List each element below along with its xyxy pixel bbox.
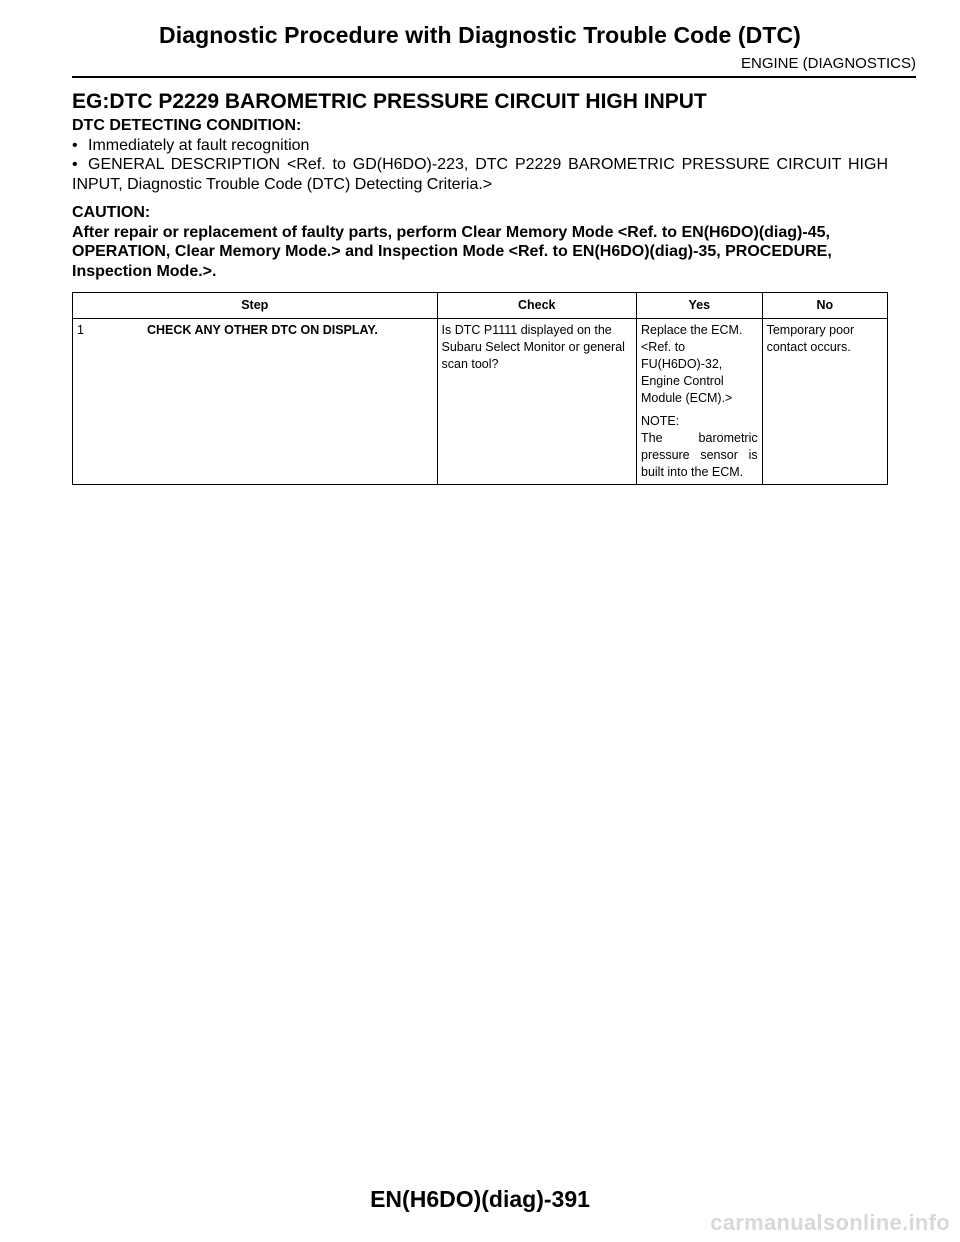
diagnostic-steps-table [72,292,888,485]
table-row [73,319,888,485]
yes-note-label: NOTE: [641,414,680,428]
bullet-item [72,155,888,194]
step-number: 1 [77,323,84,337]
step-cell [73,319,438,485]
yes-action: Replace the ECM. <Ref. to FU(H6DO)-32, Engine Control Module (ECM).> [641,323,743,405]
section-body [72,116,888,281]
table-header-row [73,293,888,319]
bullet-text: GENERAL DESCRIPTION <Ref. to GD(H6DO)-223, DTC P2229 BAROMETRIC PRESSURE CIRCUIT HIGH INPUT, Diagnostic Trouble Code (DTC) Detecting Criteria.> [72,156,888,193]
detecting-condition-label: DTC DETECTING CONDITION: [72,117,302,134]
step-label: CHECK ANY OTHER DTC ON DISPLAY. [147,323,378,337]
no-cell: Temporary poor contact occurs. [762,319,887,485]
yes-cell [637,319,763,485]
bullet-text: Immediately at fault recognition [88,136,310,154]
page-header-title: Diagnostic Procedure with Diagnostic Trouble Code (DTC) [159,22,801,48]
section-title: EG:DTC P2229 BAROMETRIC PRESSURE CIRCUIT HIGH INPUT [72,90,707,113]
column-header-no: No [762,293,887,319]
page-footer-id: EN(H6DO)(diag)-391 [370,1186,590,1212]
yes-note-text: The barometric pressure sensor is built into the ECM. [641,431,758,479]
page-header-subtitle: ENGINE (DIAGNOSTICS) [740,55,916,72]
caution-label: CAUTION: [72,204,151,221]
watermark: carmanualsonline.info [710,1210,950,1235]
bullet-icon: • [72,156,78,173]
column-header-check: Check [437,293,637,319]
header-divider [72,76,916,78]
check-cell: Is DTC P1111 displayed on the Subaru Select Monitor or general scan tool? [437,319,637,485]
caution-text: After repair or replacement of faulty parts, perform Clear Memory Mode <Ref. to EN(H6DO)(diag)-45, OPERATION, Clear Memory Mode.> and Inspection Mode <Ref. to EN(H6DO)(diag)-35, PROCEDURE, Inspection Mode.>. [72,223,832,280]
column-header-step: Step [73,293,438,319]
column-header-yes: Yes [637,293,763,319]
bullet-item [72,136,888,156]
bullet-icon: • [72,136,78,154]
